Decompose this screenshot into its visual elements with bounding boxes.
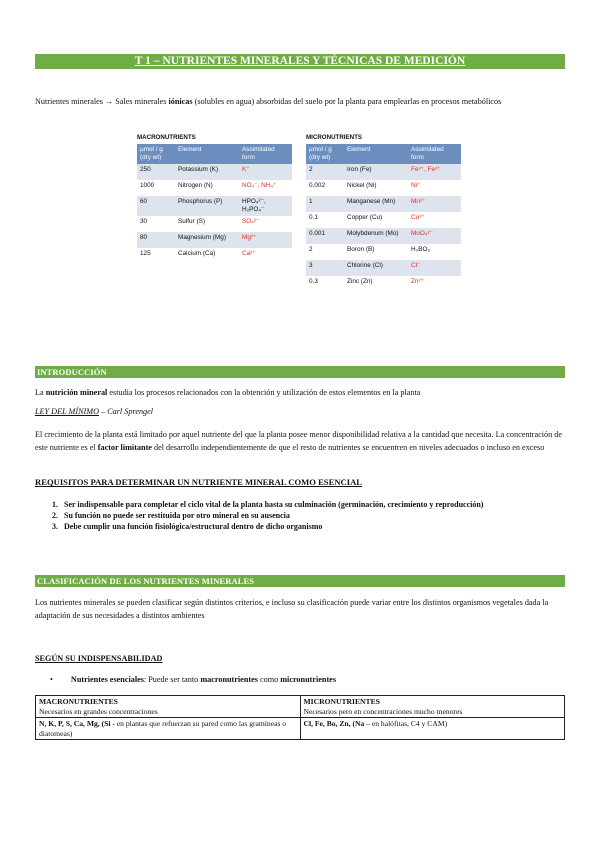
element-cell: Sulfur (S): [175, 216, 239, 232]
micro-col-header: Element: [344, 144, 408, 164]
esenciales-item: [50, 674, 565, 687]
micro-col-header: µmol / g (dry wt): [306, 144, 344, 164]
micronutrients-table: [306, 144, 461, 292]
intro-text: Sales minerales: [115, 97, 169, 106]
form-cell: H₃BO₃: [408, 244, 461, 260]
section-introduccion: INTRODUCCIÓN: [35, 366, 565, 378]
intro-text-b: (solubles en agua) absorbidas del suelo por la planta para emplearlas en procesos metabólicos: [192, 97, 502, 106]
bold-term: Nutrientes esenciales: [70, 675, 144, 684]
table-row: [137, 164, 292, 180]
text: del desarrollo independientemente de que el resto de nutrientes se encuentren en niveles adecuados o incluso en exceso: [151, 442, 545, 452]
value-cell: 1: [306, 196, 344, 212]
form-cell: Mg²⁺: [239, 232, 292, 248]
clasificacion-paragraph: Los nutrientes minerales se pueden clasificar según distintos criterios, e incluso su clasificación puede variar entre los distintos organismos vegetales dada la adaptación de sus necesidades a distintos ambientes: [35, 598, 549, 620]
form-cell: Ca²⁺: [239, 248, 292, 264]
classification-table: [35, 695, 565, 740]
text: : Puede ser tanto: [143, 675, 201, 684]
element-cell: Chlorine (Cl): [344, 260, 408, 276]
nutricion-paragraph: [35, 387, 565, 400]
intro-prefix: Nutrientes minerales: [35, 97, 103, 106]
macro-col-header: Element: [175, 144, 239, 164]
macronutrients-table: [137, 144, 292, 264]
value-cell: 250: [137, 164, 175, 180]
form-cell: Cl⁻: [408, 260, 461, 276]
macro-list-cell: [36, 718, 301, 740]
value-cell: 80: [137, 232, 175, 248]
text: como: [257, 675, 281, 684]
value-cell: 60: [137, 196, 175, 216]
element-cell: Nickel (Ni): [344, 180, 408, 196]
form-cell: MoO₄²⁻: [408, 228, 461, 244]
macro-head: MACRONUTRIENTES: [39, 697, 118, 706]
text: La: [35, 388, 46, 397]
micro-sub: Necesarios pero en concentraciones mucho menores: [303, 706, 463, 716]
page-title: T 1 – NUTRIENTES MINERALES Y TÉCNICAS DE MEDICIÓN: [35, 54, 565, 69]
macro-col-header: Assimilated form: [239, 144, 292, 164]
ley-author: – Carl Sprengel: [99, 407, 154, 416]
element-cell: Manganese (Mn): [344, 196, 408, 212]
micronutrients-table-block: [306, 134, 461, 292]
element-cell: Magnesium (Mg): [175, 232, 239, 248]
text: El crecimiento de la planta está limitado por aquel nutriente del que la planta posee menor disponibilidad relativa a la cantidad que necesita. La concentración de este nutriente es el: [35, 430, 562, 452]
table-row: [306, 180, 461, 196]
requisitos-title: REQUISITOS PARA DETERMINAR UN NUTRIENTE MINERAL COMO ESENCIAL: [35, 477, 363, 487]
element-cell: Molybdenum (Mo): [344, 228, 408, 244]
table-row: [306, 228, 461, 244]
form-cell: Ni⁺: [408, 180, 461, 196]
list-item: 2. Su función no puede ser restituida por otro mineral en su ausencia: [60, 510, 565, 521]
value-cell: 3: [306, 260, 344, 276]
list-item: 1. Ser indispensable para completar el ciclo vital de la planta hasta su culminación (germinación, crecimiento y reproducción): [60, 499, 565, 510]
form-cell: Cu²⁺: [408, 212, 461, 228]
table-row: [306, 196, 461, 212]
indispensabilidad-title: SEGÚN SU INDISPENSABILIDAD: [35, 654, 163, 663]
element-cell: Boron (B): [344, 244, 408, 260]
table-row: [137, 196, 292, 216]
requirements-list: [40, 499, 565, 532]
element-cell: Phosphorus (P): [175, 196, 239, 216]
table-row: [306, 212, 461, 228]
value-cell: 2: [306, 244, 344, 260]
list-item: 3. Debe cumplir una función fisiológica/estructural dentro de dicho organismo: [60, 521, 565, 532]
macro-col-header: µmol / g (dry wt): [137, 144, 175, 164]
value-cell: 0.001: [306, 228, 344, 244]
table-row: [306, 164, 461, 180]
table-row: [306, 276, 461, 292]
form-cell: Fe³⁺, Fe²⁺: [408, 164, 461, 180]
bullet-icon: •: [50, 675, 53, 684]
element-cell: Zinc (Zn): [344, 276, 408, 292]
intro-paragraph: [35, 96, 565, 109]
micro-note: – en halófitas, C4 y CAM): [364, 719, 448, 728]
element-cell: Copper (Cu): [344, 212, 408, 228]
value-cell: 2: [306, 164, 344, 180]
table-row: [137, 180, 292, 196]
form-cell: Zn²⁺: [408, 276, 461, 292]
micro-header-cell: [300, 696, 565, 718]
element-cell: Nitrogen (N): [175, 180, 239, 196]
element-cell: Iron (Fe): [344, 164, 408, 180]
form-cell: NO₃⁻, NH₄⁺: [239, 180, 292, 196]
macro-header-cell: [36, 696, 301, 718]
macro-list: N, K, P, S, Ca, Mg, (Si: [39, 719, 111, 728]
form-cell: SO₄²⁻: [239, 216, 292, 232]
table-row: [137, 248, 292, 264]
requisitos-heading: [35, 476, 565, 489]
form-cell: K⁺: [239, 164, 292, 180]
table-row: [306, 244, 461, 260]
micro-list: Cl, Fe, Bo, Zn, (Na: [303, 719, 365, 728]
element-cell: Calcium (Ca): [175, 248, 239, 264]
bold-term: macronutrientes: [200, 675, 258, 684]
ley-title: LEY DEL MÍNIMO: [35, 407, 99, 416]
value-cell: 0.1: [306, 212, 344, 228]
micro-head: MICRONUTRIENTES: [303, 697, 380, 706]
value-cell: 30: [137, 216, 175, 232]
macro-sub: Necesarios en grandes concentraciones: [39, 706, 158, 716]
section-clasificacion: CLASIFICACIÓN DE LOS NUTRIENTES MINERALES: [35, 575, 565, 587]
arrow-icon: →: [105, 97, 114, 106]
table-row: [306, 260, 461, 276]
value-cell: 125: [137, 248, 175, 264]
bold-term: factor limitante: [97, 442, 152, 452]
macro-caption: MACRONUTRIENTS: [137, 134, 196, 141]
element-cell: Potassium (K): [175, 164, 239, 180]
ley-paragraph: [35, 429, 565, 454]
macro-note: - en plantas que refuerzan su pared como las gramíneas o diatomeas): [39, 719, 287, 738]
bold-term: nutrición mineral: [45, 388, 108, 397]
micro-caption: MICRONUTRIENTS: [306, 134, 363, 141]
micro-col-header: Assimilated form: [408, 144, 461, 164]
form-cell: HPO₄²⁻, H₂PO₄⁻: [239, 196, 292, 216]
text: estudia los procesos relacionados con la obtención y utilización de estos elementos en la planta: [107, 388, 421, 397]
intro-bold: iónicas: [168, 97, 193, 106]
bold-term: micronutrientes: [280, 675, 337, 684]
indispensabilidad-heading: [35, 653, 565, 666]
ley-heading: [35, 406, 565, 419]
form-cell: Mn²⁺: [408, 196, 461, 212]
value-cell: 0.002: [306, 180, 344, 196]
table-row: [137, 216, 292, 232]
macronutrients-table-block: [137, 134, 292, 264]
value-cell: 1000: [137, 180, 175, 196]
table-row: [137, 232, 292, 248]
micro-list-cell: [300, 718, 565, 740]
value-cell: 0.3: [306, 276, 344, 292]
